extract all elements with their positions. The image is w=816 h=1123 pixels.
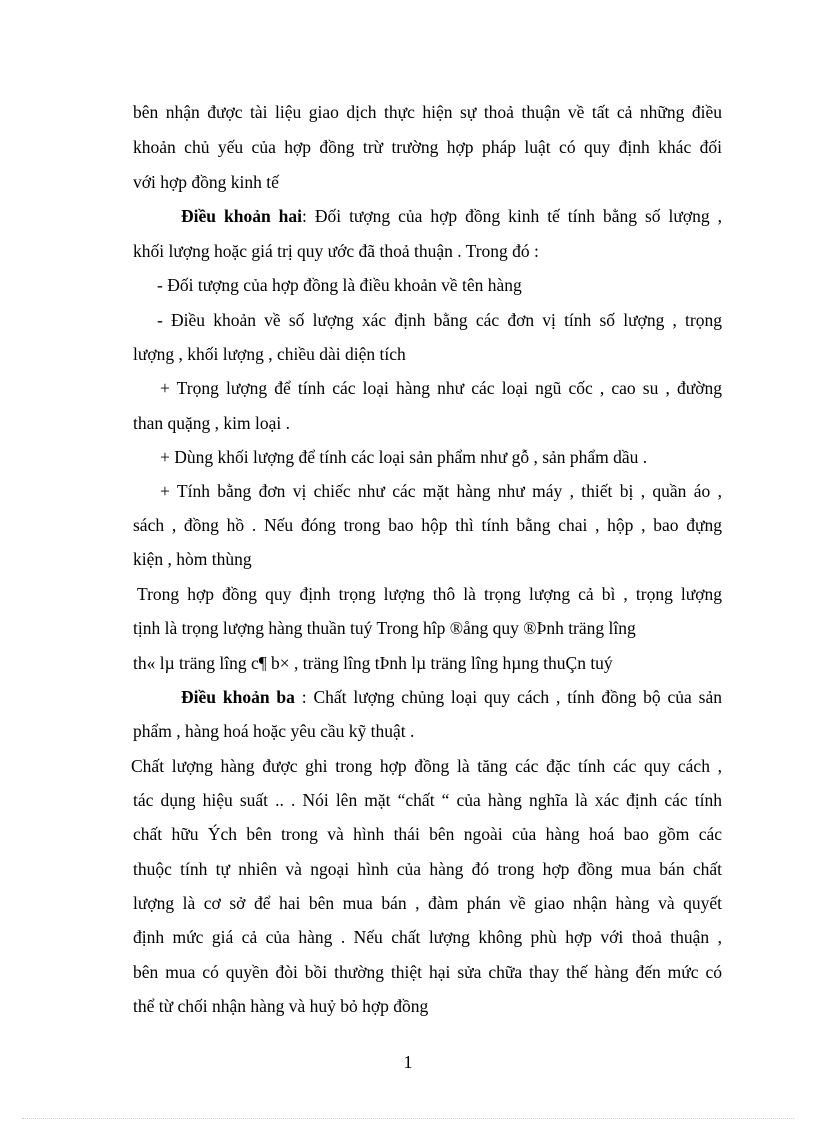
body-line-13: sách , đồng hồ . Nếu đóng trong bao hộp thì tính bằng chai , hộp , bao đựng xyxy=(133,515,722,535)
body-line-24: lượng là cơ sở để hai bên mua bán , đàm phán về giao nhận hàng và quyết xyxy=(133,893,722,913)
body-line-26: bên mua có quyền đòi bồi thường thiệt hại sửa chữa thay thế hàng đến mức có xyxy=(133,962,722,982)
body-line-22: chất hữu Ých bên trong và hình thái bên ngoài của hàng hoá bao gồm các xyxy=(133,824,722,844)
body-line-19: phẩm , hàng hoá hoặc yêu cầu kỹ thuật . xyxy=(133,721,415,741)
plus-line-2: + Dùng khối lượng để tính các loại sản phẩm như gỗ , sản phẩm dầu . xyxy=(160,447,648,467)
body-line-27: thể từ chối nhận hàng và huỷ bỏ hợp đồng xyxy=(133,996,429,1016)
body-line-8: lượng , khối lượng , chiều dài diện tích xyxy=(133,344,406,364)
body-line-25: định mức giá cả của hàng . Nếu chất lượng không phù hợp với thoả thuận , xyxy=(133,927,722,947)
body-line-15: Trong hợp đồng quy định trọng lượng thô là trọng lượng cả bì , trọng lượng xyxy=(137,584,722,604)
clause-three-heading-line xyxy=(181,686,722,708)
body-line-2: khoản chủ yếu của hợp đồng trừ trường hợp pháp luật có quy định khác đối xyxy=(133,137,722,157)
plus-line-3: + Tính bằng đơn vị chiếc như các mặt hàng như máy , thiết bị , quần áo , xyxy=(160,481,722,501)
body-line-20: Chất lượng hàng được ghi trong hợp đồng là tăng các đặc tính các quy cách , xyxy=(131,756,722,776)
body-line-10: than quặng , kim loại . xyxy=(133,413,290,433)
clause-two-text: : Đối tượng của hợp đồng kinh tế tính bằng số lượng , xyxy=(302,206,722,226)
body-line-14: kiện , hòm thùng xyxy=(133,549,252,569)
body-line-21: tác dụng hiệu suất .. . Nói lên mặt “chất “ của hàng nghĩa là xác định các tính xyxy=(133,790,722,810)
bullet-line-2: - Điều khoản về số lượng xác định bằng các đơn vị tính số lượng , trọng xyxy=(157,310,722,330)
plus-line-1: + Trọng lượng để tính các loại hàng như các loại ngũ cốc , cao su , đường xyxy=(160,378,722,398)
body-line-23: thuộc tính tự nhiên và ngoại hình của hàng đó trong hợp đồng mua bán chất xyxy=(133,859,722,879)
clause-two-heading-line xyxy=(181,205,722,227)
clause-three-text: : Chất lượng chủng loại quy cách , tính đồng bộ của sản xyxy=(294,687,722,707)
clause-two-title: Điều khoản hai xyxy=(181,206,302,226)
body-line-5: khối lượng hoặc giá trị quy ước đã thoả thuận . Trong đó : xyxy=(133,241,539,261)
page-number: 1 xyxy=(403,1052,413,1072)
body-line-3: với hợp đồng kinh tế xyxy=(133,172,279,192)
garbled-encoding-line: th« lµ träng lîng c¶ b× , träng lîng tÞnh lµ träng lîng hµng thuÇn tuý xyxy=(133,653,613,673)
footer-dotted-rule xyxy=(22,1118,794,1119)
bullet-line-1: - Đối tượng của hợp đồng là điều khoản về tên hàng xyxy=(157,275,522,295)
clause-three-title: Điều khoản ba xyxy=(181,687,295,707)
body-line-16: tịnh là trọng lượng hàng thuần tuý Trong hîp ®ång quy ®Þnh träng lîng xyxy=(133,618,636,638)
body-line-1: bên nhận được tài liệu giao dịch thực hiện sự thoả thuận về tất cả những điều xyxy=(133,102,722,122)
